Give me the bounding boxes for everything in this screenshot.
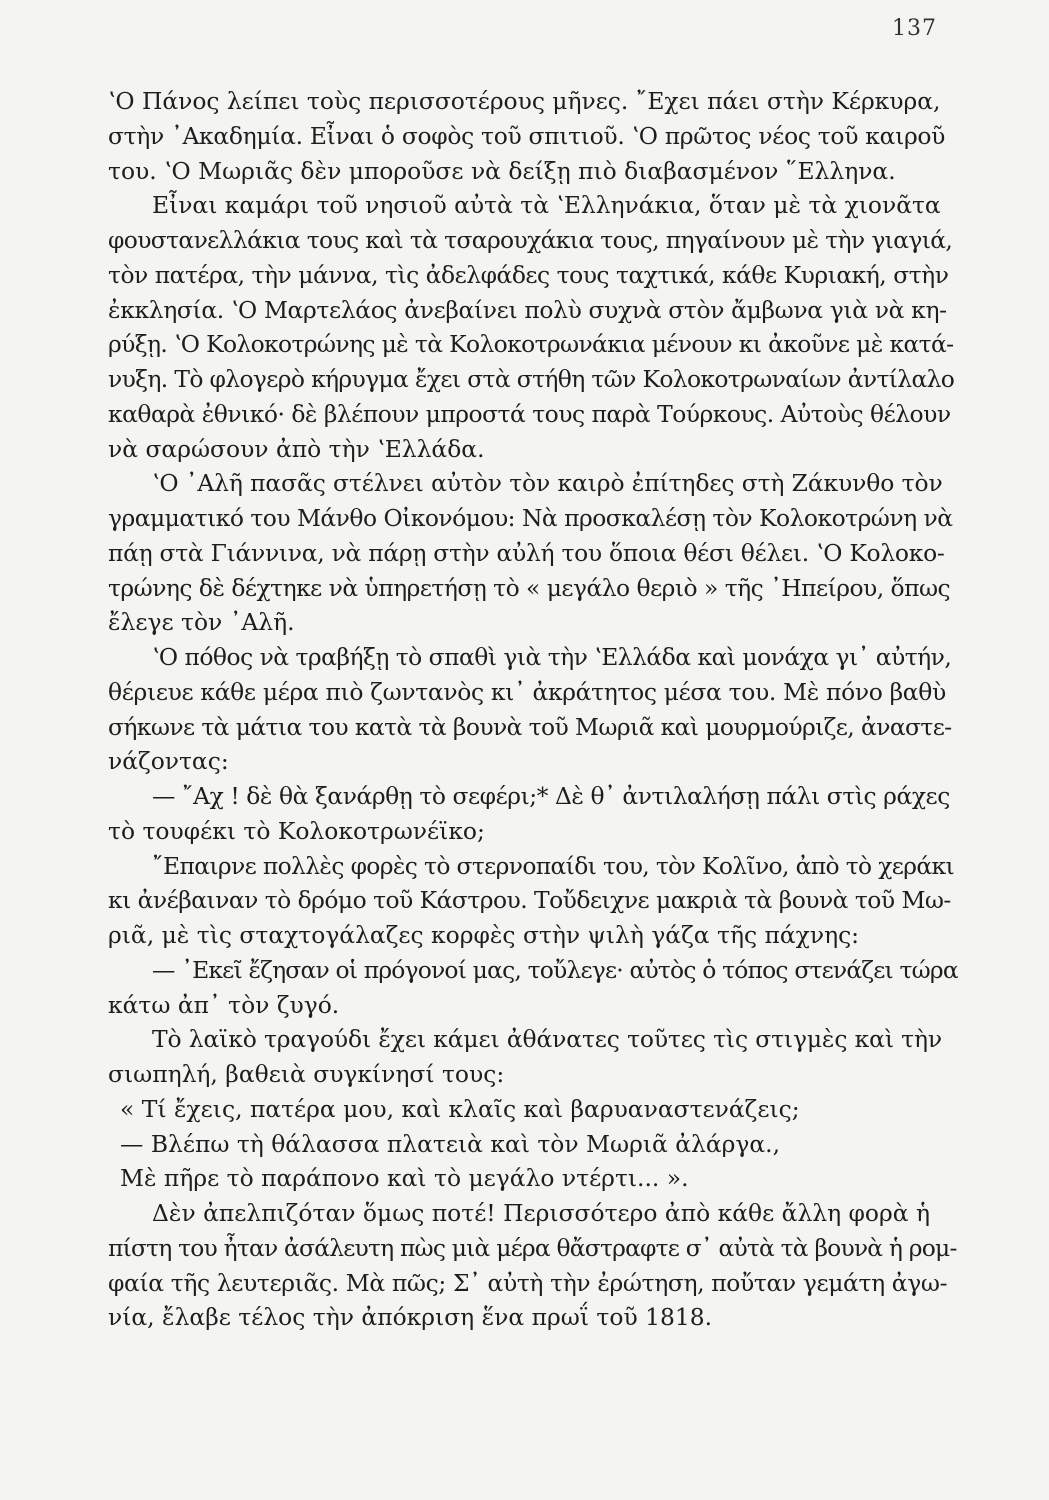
text-line: — ᾿Εκεῖ ἔζησαν οἱ πρόγονοί μας, τοὔλεγε· αὐτὸς ὁ τόπος στενάζει τώρα xyxy=(152,955,958,984)
text-line: θέριευε κάθε μέρα πιὸ ζωντανὸς κι᾿ ἀκράτητος μέσα του. Μὲ πόνο βαθὺ xyxy=(108,677,946,706)
text-line: πάῃ στὰ Γιάννινα, νὰ πάρῃ στὴν αὐλή του ὅποια θέσι θέλει. ʽΟ Κολοκο- xyxy=(108,538,945,567)
text-line: ʽΟ ᾿Αλῆ πασᾶς στέλνει αὐτὸν τὸν καιρὸ ἐπίτηδες στὴ Ζάκυνθο τὸν xyxy=(152,469,943,498)
body-text xyxy=(108,84,958,1335)
text-line: νυξη. Τὸ φλογερὸ κήρυγμα ἔχει στὰ στήθη τῶν Κολοκοτρωναίων ἀντίλαλο xyxy=(108,365,955,393)
text-line: ʽΟ πόθος νὰ τραβήξῃ τὸ σπαθὶ γιὰ τὴν ʽΕλλάδα καὶ μονάχα γι᾿ αὐτήν, xyxy=(152,643,952,671)
text-line: κάτω ἀπ᾿ τὸν ζυγό. xyxy=(108,990,340,1019)
text-line: φουστανελλάκια τους καὶ τὰ τσαρουχάκια τους, πηγαίνουν μὲ τὴν γιαγιά, xyxy=(108,226,953,254)
text-line: του. ʽΟ Μωριᾶς δὲν μποροῦσε νὰ δείξῃ πιὸ διαβασμένον ῞Ελληνα. xyxy=(108,156,896,185)
text-line: νὰ σαρώσουν ἀπὸ τὴν ʽΕλλάδα. xyxy=(108,434,485,463)
text-line: ʽΟ Πάνος λείπει τοὺς περισσοτέρους μῆνες. ῎Εχει πάει στὴν Κέρκυρα, xyxy=(108,87,941,115)
text-line: τρώνης δὲ δέχτηκε νὰ ὑπηρετήσῃ τὸ « μεγάλο θεριὸ » τῆς ᾿Ηπείρου, ὅπως xyxy=(108,573,951,602)
text-line: ῎Επαιρνε πολλὲς φορὲς τὸ στερνοπαίδι του, τὸν Κολῖνο, ἀπὸ τὸ χεράκι xyxy=(152,851,955,880)
text-line: γραμματικό του Μάνθο Οἰκονόμου: Νὰ προσκαλέσῃ τὸν Κολοκοτρώνη νὰ xyxy=(108,504,953,532)
text-line: Τὸ λαϊκὸ τραγούδι ἔχει κάμει ἀθάνατες τοῦτες τὶς στιγμὲς καὶ τὴν xyxy=(152,1025,942,1054)
text-line: — ῎Αχ ! δὲ θὰ ξανάρθῃ τὸ σεφέρι;* Δὲ θ᾿ ἀντιλαλήσῃ πάλι στὶς ράχες xyxy=(152,782,950,810)
text-line: στὴν ᾿Ακαδημία. Εἶναι ὁ σοφὸς τοῦ σπιτιοῦ. ʽΟ πρῶτος νέος τοῦ καιροῦ xyxy=(108,121,946,150)
page-number: 137 xyxy=(892,16,937,41)
text-line: — Βλέπω τὴ θάλασσα πλατειὰ καὶ τὸν Μωριᾶ ἀλάργα., xyxy=(120,1129,781,1158)
text-line: Μὲ πῆρε τὸ παράπονο καὶ τὸ μεγάλο ντέρτι... ». xyxy=(120,1164,689,1193)
text-line: νάζοντας: xyxy=(108,747,229,776)
text-line: τὸν πατέρα, τὴν μάννα, τὶς ἀδελφάδες τους ταχτικά, κάθε Κυριακή, στὴν xyxy=(108,260,949,289)
text-line: σιωπηλή, βαθειὰ συγκίνησί τους: xyxy=(108,1060,505,1088)
text-line: τὸ τουφέκι τὸ Κολοκοτρωνέϊκο; xyxy=(108,816,485,845)
text-line: σήκωνε τὰ μάτια του κατὰ τὰ βουνὰ τοῦ Μωριᾶ καὶ μουρμούριζε, ἀναστε- xyxy=(108,712,952,741)
text-line: Εἶναι καμάρι τοῦ νησιοῦ αὐτὰ τὰ ʽΕλληνάκια, ὅταν μὲ τὰ χιονᾶτα xyxy=(152,191,941,220)
text-line: ριᾶ, μὲ τὶς σταχτογάλαζες κορφὲς στὴν ψιλὴ γάζα τῆς πάχνης: xyxy=(108,921,860,949)
text-line: φαία τῆς λευτεριᾶς. Μὰ πῶς; Σ᾿ αὐτὴ τὴν ἐρώτηση, ποὔταν γεμάτη ἀγω- xyxy=(108,1268,948,1297)
text-line: « Τί ἔχεις, πατέρα μου, καὶ κλαῖς καὶ βαρυαναστενάζεις; xyxy=(120,1094,800,1123)
text-line: Δὲν ἀπελπιζόταν ὅμως ποτέ! Περισσότερο ἀπὸ κάθε ἄλλη φορὰ ἡ xyxy=(152,1199,931,1227)
text-line: καθαρὰ ἐθνικό· δὲ βλέπουν μπροστά τους παρὰ Τούρκους. Αὐτοὺς θέλουν xyxy=(108,399,951,428)
text-line: πίστη του ἦταν ἀσάλευτη πὼς μιὰ μέρα θἄστραφτε σ᾿ αὐτὰ τὰ βουνὰ ἡ ρομ- xyxy=(108,1233,957,1262)
text-line: νία, ἔλαβε τέλος τὴν ἀπόκριση ἕνα πρωΐ τοῦ 1818. xyxy=(108,1303,713,1332)
text-line: ρύξῃ. ʽΟ Κολοκοτρώνης μὲ τὰ Κολοκοτρωνάκια μένουν κι ἀκοῦνε μὲ κατά- xyxy=(108,330,954,359)
text-line: ἐκκλησία. ʽΟ Μαρτελάος ἀνεβαίνει πολὺ συχνὰ στὸν ἄμβωνα γιὰ νὰ κη- xyxy=(108,295,947,324)
text-line: ἔλεγε τὸν ᾿Αλῆ. xyxy=(108,608,295,637)
text-line: κι ἀνέβαιναν τὸ δρόμο τοῦ Κάστρου. Τοὔδειχνε μακριὰ τὰ βουνὰ τοῦ Μω- xyxy=(108,886,951,915)
